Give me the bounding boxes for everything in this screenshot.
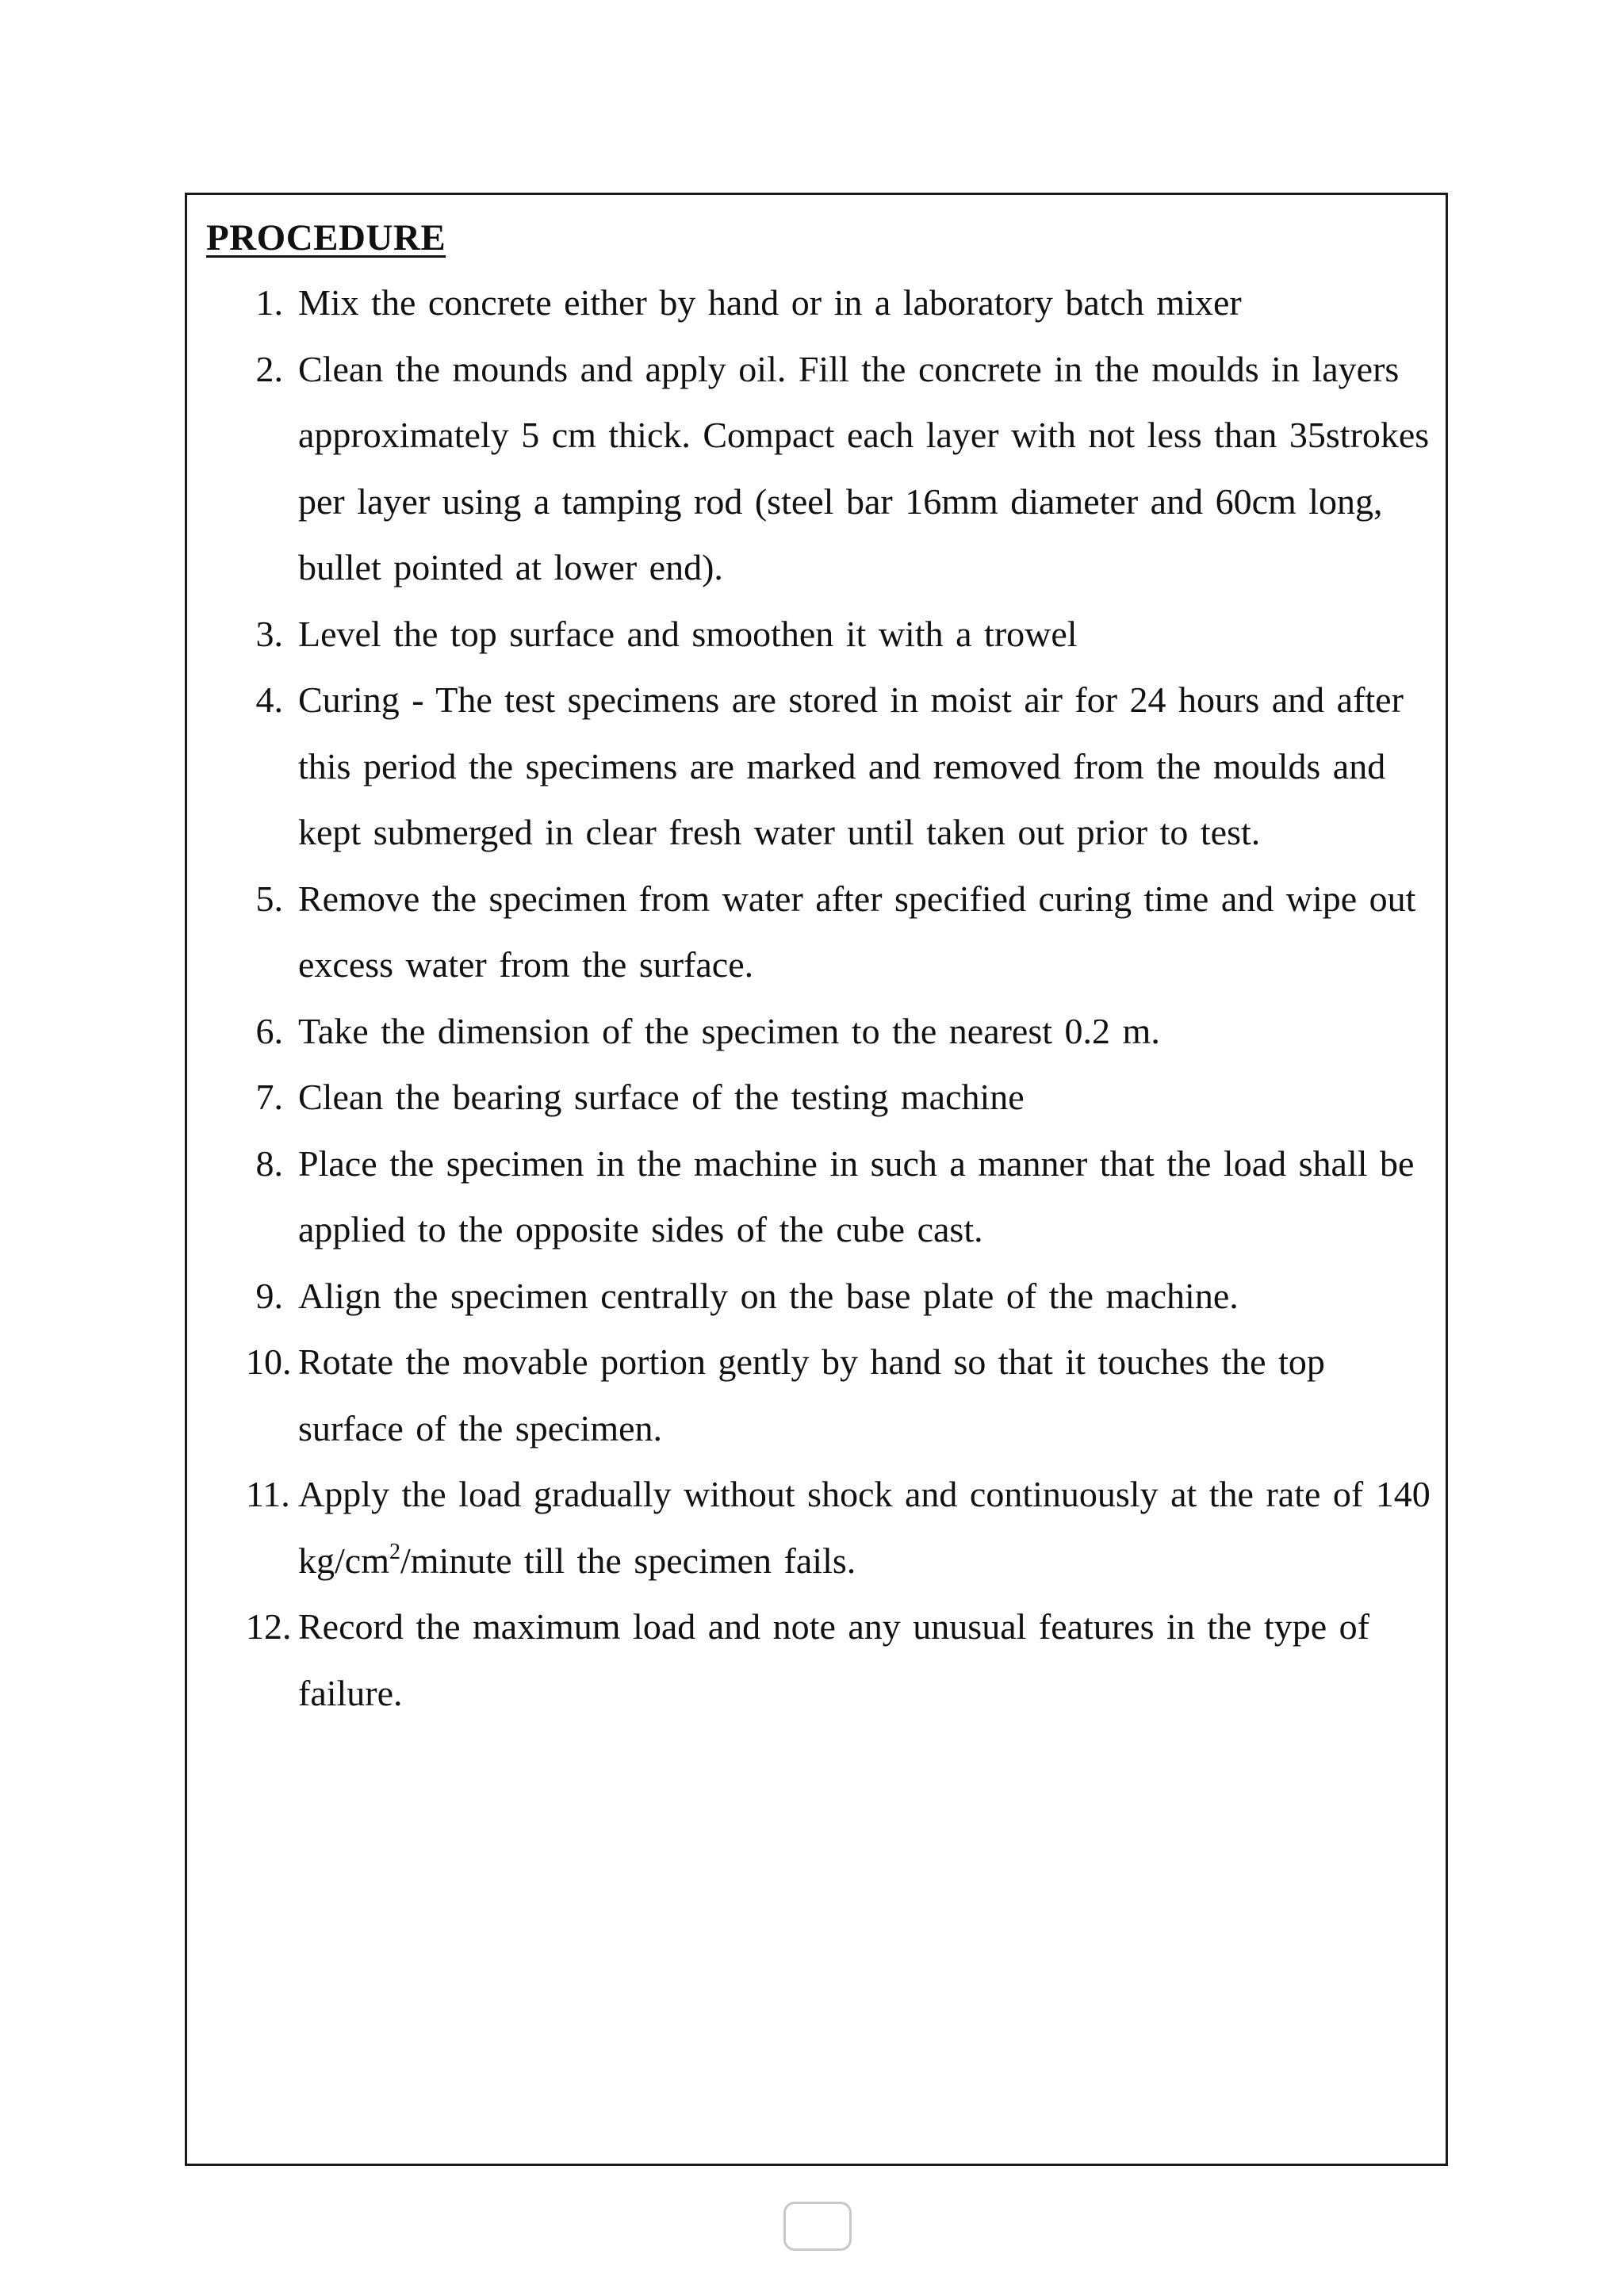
step-number: 3.: [255, 613, 283, 654]
step-number: 6.: [255, 1010, 283, 1051]
step-6: [187, 998, 1450, 1065]
step-text: Curing - The test specimens are stored in moist air for 24 hours and after this period the specimens are marked and removed from the moulds and kept submerged in clear fresh water until taken out prior to test.: [298, 679, 1404, 852]
step-text: Level the top surface and smoothen it with a trowel: [298, 613, 1078, 654]
step-text: Place the specimen in the machine in such a manner that the load shall be applied to the opposite sides of the cube cast.: [298, 1142, 1415, 1249]
step-9: [187, 1263, 1450, 1330]
step-text: Record the maximum load and note any unusual features in the type of failure.: [298, 1606, 1369, 1713]
step-number: 8.: [255, 1142, 283, 1184]
procedure-steps: [187, 270, 1450, 1726]
procedure-frame: [185, 193, 1448, 2166]
step-text: Remove the specimen from water after specified curing time and wipe out excess water from the surface.: [298, 878, 1416, 985]
step-2: [187, 336, 1450, 601]
superscript: 2: [389, 1539, 400, 1564]
step-text: Take the dimension of the specimen to the nearest 0.2 m.: [298, 1010, 1160, 1051]
step-text: Align the specimen centrally on the base plate of the machine.: [298, 1275, 1239, 1316]
step-text: Rotate the movable portion gently by hand so that it touches the top surface of the specimen.: [298, 1341, 1325, 1448]
step-10: [187, 1329, 1450, 1461]
procedure-heading: PROCEDURE: [206, 217, 446, 258]
step-12: [187, 1594, 1450, 1726]
step-11: [187, 1461, 1450, 1594]
step-7: [187, 1064, 1450, 1131]
step-number: 9.: [255, 1275, 283, 1316]
step-number: 10.: [246, 1341, 292, 1382]
step-3: [187, 601, 1450, 668]
step-number: 2.: [255, 348, 283, 389]
page-number-box: [783, 2202, 852, 2251]
step-text: Apply the load gradually without shock and continuously at the rate of 140 kg/cm: [298, 1474, 1431, 1581]
step-number: 5.: [255, 878, 283, 919]
step-text: Mix the concrete either by hand or in a laboratory batch mixer: [298, 282, 1242, 323]
step-number: 1.: [255, 282, 283, 323]
step-number: 11.: [246, 1474, 290, 1514]
step-number: 4.: [255, 679, 283, 720]
step-1: [187, 270, 1450, 336]
step-4: [187, 667, 1450, 866]
step-number: 12.: [246, 1606, 292, 1647]
step-number: 7.: [255, 1077, 283, 1117]
step-8: [187, 1131, 1450, 1263]
step-text-continued: /minute till the specimen fails.: [400, 1540, 856, 1581]
step-text: Clean the bearing surface of the testing machine: [298, 1077, 1025, 1117]
step-text: Clean the mounds and apply oil. Fill the concrete in the moulds in layers approximately 5 cm thick. Compact each layer with not less than 35strokes per layer using a tamping rod (steel bar 16mm diameter and 60cm long, bullet pointed at lower end).: [298, 348, 1430, 587]
step-5: [187, 866, 1450, 998]
